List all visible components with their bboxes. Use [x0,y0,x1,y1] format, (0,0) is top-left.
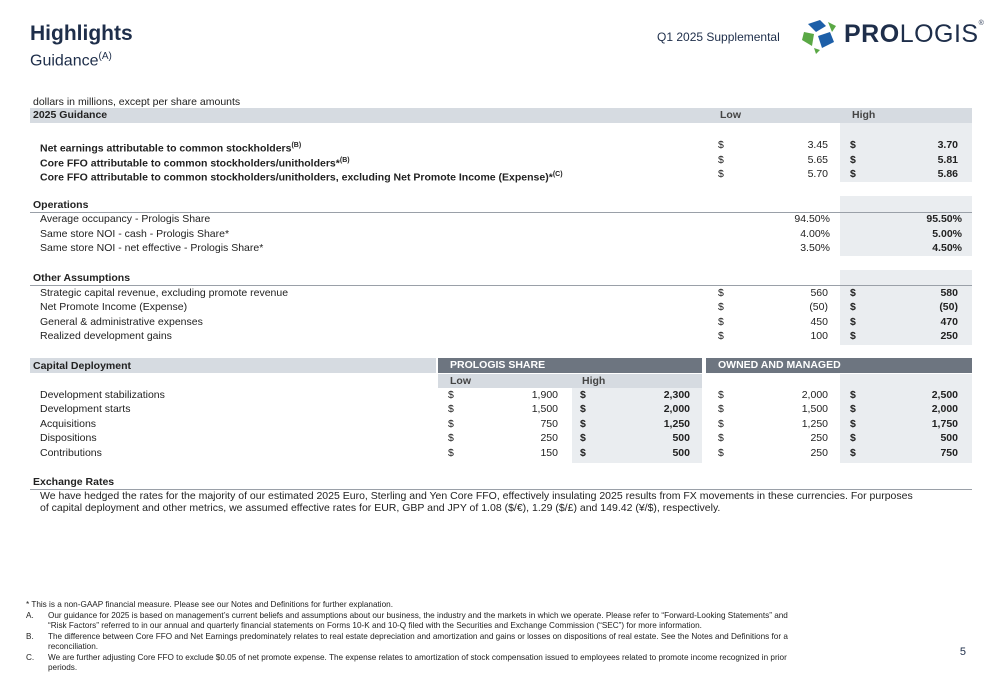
prologis-share-header: PROLOGIS SHARE [438,358,702,373]
operations-label: Operations [33,199,89,211]
ps-high-header: High [582,375,606,387]
exchange-text-line: We have hedged the rates for the majority of our estimated 2025 Euro, Sterling and Yen Core FFO, effectively insulating 2025 results from FX movements in these currencies. For purposes [40,490,913,502]
page-title: Highlights [30,22,133,45]
logo-mark-icon [800,18,840,54]
page-subtitle: Guidance$^{(A)}$ [30,51,112,70]
guidance-section-label: 2025 Guidance [33,109,108,121]
ps-low-header: Low [450,375,471,387]
guidance-header-bar [30,108,972,123]
other-assumptions-label: Other Assumptions [33,272,131,284]
exchange-text-line: of capital deployment and other metrics, we assumed effective rates for EUR, GBP and JPY of 1.08 ($/€), 1.29 ($/£) and 149.42 (¥/$), respectively. [40,502,721,514]
footnote-nongaap: * This is a non-GAAP financial measure. Please see our Notes and Definitions for further explanation. [26,600,393,609]
prologis-logo: PROLOGIS® [800,18,985,54]
footnote-a: Our guidance for 2025 is based on management’s current beliefs and assumptions about our business, the industry and the markets in which we operate. Please refer to “Forward-Looking Statements” and [48,611,788,620]
supplemental-label: Q1 2025 Supplemental [657,30,780,44]
footnote-b: The difference between Core FFO and Net Earnings predominately relates to real estate depreciation and amortization and gains or losses on dispositions of real estate. See the Notes and Definitions for a [48,632,788,641]
exchange-rates-label: Exchange Rates [33,476,115,488]
page-number: 5 [959,646,966,658]
footnote-c: We are further adjusting Core FFO to exclude $0.05 of net promote expense. The expense relates to amortization of stock compensation issued to employees related to promote income recognized in prior [48,653,787,662]
capital-deployment-label: Capital Deployment [33,360,132,372]
divider [30,285,972,286]
high-column-header: High [852,109,876,121]
units-note: dollars in millions, except per share amounts [33,96,241,108]
low-column-header: Low [720,109,741,121]
owned-managed-header: OWNED AND MANAGED [706,358,972,373]
